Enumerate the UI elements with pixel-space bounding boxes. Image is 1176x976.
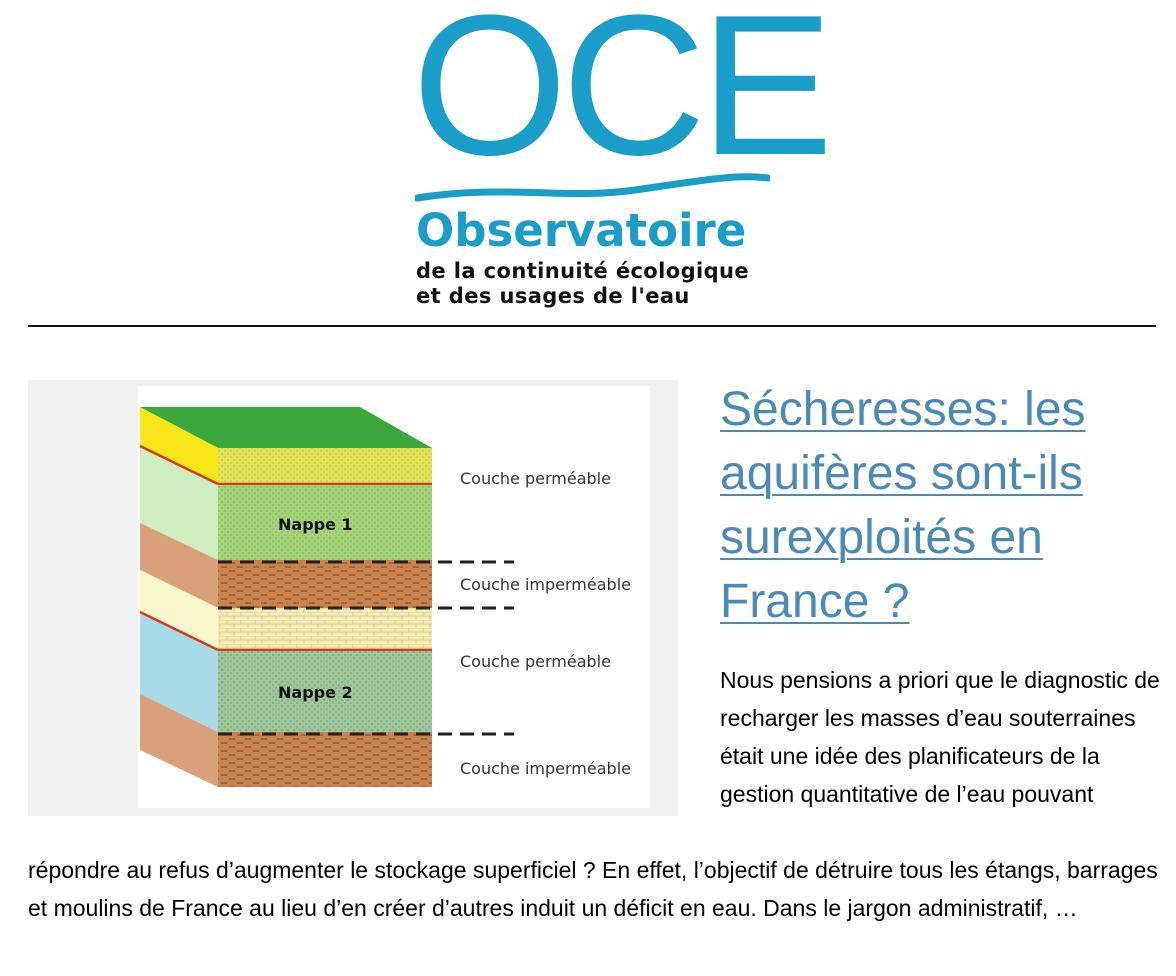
article-excerpt: répondre au refus d’augmenter le stockage superficiel ? En effet, l’objectif de détruire tous les étangs, barrages et moulins de France au lieu d’en créer d’autres induit un déficit en eau. Dans le jargon administratif, … xyxy=(28,857,1158,921)
layer-label-2: Couche imperméable xyxy=(460,575,631,594)
article-intro: Nous pensions a priori que le diagnostic de recharger les masses d’eau souterraines était une idée des planificateurs de la gestion quantitative de l’eau pouvant xyxy=(720,667,1160,807)
nappe-1-label: Nappe 1 xyxy=(278,515,353,534)
logo-wave-icon xyxy=(415,166,770,206)
logo-tagline-line2: et des usages de l'eau xyxy=(416,284,690,308)
nappe-2-label: Nappe 2 xyxy=(278,683,353,702)
aquifer-diagram-svg xyxy=(28,380,678,816)
logo-tagline-line1: de la continuité écologique xyxy=(416,259,750,283)
logo-letters: OCE xyxy=(412,0,828,197)
article-title-link[interactable]: Sécheresses: les aquifères sont-ils surexploités en France ? xyxy=(720,383,1086,628)
logo-name: Observatoire xyxy=(416,204,747,257)
layer-label-1: Couche perméable xyxy=(460,469,611,488)
site-logo[interactable] xyxy=(400,0,828,308)
layer-label-3: Couche perméable xyxy=(460,652,611,671)
header-divider xyxy=(28,325,1156,327)
aquifer-diagram[interactable] xyxy=(28,380,678,816)
article-title xyxy=(720,378,1160,634)
layer-label-4: Couche imperméable xyxy=(460,759,631,778)
